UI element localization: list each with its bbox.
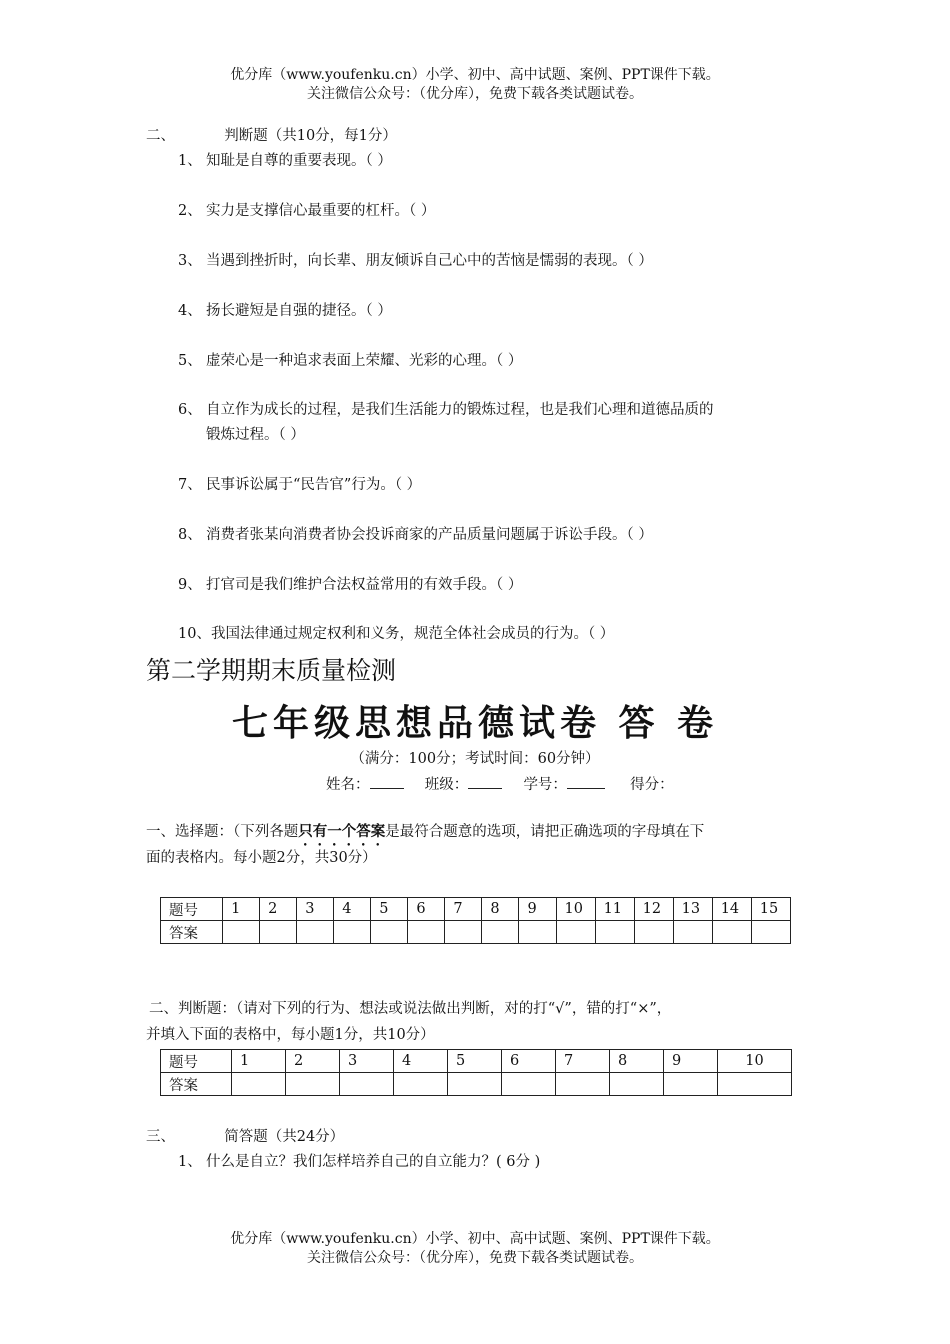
question-number: 4 [334, 898, 371, 921]
class-label: 班级： [424, 777, 469, 793]
judge-item-9 [178, 575, 522, 595]
question-number: 7 [556, 1050, 610, 1073]
question-number: 1 [232, 1050, 286, 1073]
judge-item-1 [178, 151, 392, 171]
answer-cell[interactable] [673, 921, 712, 944]
answer-cell[interactable] [445, 921, 482, 944]
answer-cell[interactable] [664, 1073, 718, 1096]
choice-emphasis: 只有一个答案 [298, 823, 386, 840]
answer-cell[interactable] [394, 1073, 448, 1096]
row-header: 答案 [161, 921, 223, 944]
term-title: 第二学期期末质量检测 [146, 656, 397, 685]
choice-answer-table [160, 897, 791, 944]
question-number: 14 [712, 898, 751, 921]
judge-item-8 [178, 525, 653, 545]
item-text: 自立作为成长的过程，是我们生活能力的锻炼过程，也是我们心理和道德品质的 [206, 402, 714, 418]
judge-answer-table [160, 1049, 792, 1096]
question-number: 5 [448, 1050, 502, 1073]
answer-cell[interactable] [634, 921, 673, 944]
item-text: 打官司是我们维护合法权益常用的有效手段。（ ） [206, 577, 523, 593]
judge-item-10 [178, 624, 614, 644]
question-number: 3 [297, 898, 334, 921]
item-number: 8、 [178, 527, 202, 543]
question-number: 4 [394, 1050, 448, 1073]
short-section-label: 三、 [146, 1129, 175, 1145]
page-header [0, 66, 950, 104]
footer-line-2: 关注微信公众号：（优分库），免费下载各类试题试卷。 [307, 1250, 643, 1266]
answer-cell[interactable] [556, 921, 595, 944]
question-number: 12 [634, 898, 673, 921]
item-text: 实力是支撑信心最重要的杠杆。（ ） [206, 203, 436, 219]
question-number: 10 [556, 898, 595, 921]
answer-cell[interactable] [334, 921, 371, 944]
header-line-2: 关注微信公众号：（优分库），免费下载各类试题试卷。 [307, 86, 643, 102]
answer-cell[interactable] [371, 921, 408, 944]
question-number: 9 [664, 1050, 718, 1073]
item-number: 3、 [178, 253, 202, 269]
answer-cell[interactable] [751, 921, 790, 944]
question-number: 1 [223, 898, 260, 921]
answer-cell[interactable] [297, 921, 334, 944]
student-info-line [326, 774, 674, 795]
item-text: 消费者张某向消费者协会投诉商家的产品质量问题属于诉讼手段。（ ） [206, 527, 653, 543]
answer-cell[interactable] [556, 1073, 610, 1096]
choice-number-row [161, 898, 791, 921]
judge-item-6-cont: 锻炼过程。（ ） [206, 427, 305, 443]
choice-prefix: 一、选择题：（下列各题 [146, 824, 299, 840]
item-text: 我国法律通过规定权利和义务，规范全体社会成员的行为。（ ） [210, 626, 615, 642]
item-text: 虚荣心是一种追求表面上荣耀、光彩的心理。（ ） [206, 353, 523, 369]
question-number: 6 [502, 1050, 556, 1073]
item-number: 4、 [178, 303, 202, 319]
judge-table-instructions-line-1: 二、判断题：（请对下列的行为、想法或说法做出判断，对的打“√”，错的打“×”， [149, 1001, 672, 1017]
answer-cell[interactable] [408, 921, 445, 944]
question-number: 3 [340, 1050, 394, 1073]
student-id-label: 学号： [523, 777, 567, 793]
question-number: 2 [260, 898, 297, 921]
question-number: 8 [482, 898, 519, 921]
row-header: 答案 [161, 1073, 232, 1096]
answer-cell[interactable] [718, 1073, 792, 1096]
choice-instructions-line-2: 面的表格内。每小题2分，共30分） [146, 850, 377, 866]
question-number: 15 [751, 898, 790, 921]
question-number: 7 [445, 898, 482, 921]
choice-instructions-line-1 [146, 822, 704, 849]
answer-cell[interactable] [340, 1073, 394, 1096]
item-text: 当遇到挫折时，向长辈、朋友倾诉自己心中的苦恼是懦弱的表现。（ ） [206, 253, 653, 269]
answer-cell[interactable] [595, 921, 634, 944]
item-number: 7、 [178, 477, 202, 493]
short-section-title: 简答题（共24分） [224, 1129, 345, 1145]
item-number: 5、 [178, 353, 202, 369]
row-header: 题号 [161, 898, 223, 921]
judge-item-7 [178, 475, 421, 495]
item-number: 1、 [178, 1154, 202, 1170]
judge-number-row [161, 1050, 792, 1073]
header-line-1: 优分库（www.youfenku.cn）小学、初中、高中试题、案例、PPT课件下载。 [230, 67, 720, 83]
class-blank[interactable] [468, 774, 502, 789]
judge-section-label: 二、 [146, 128, 175, 144]
item-number: 6、 [178, 402, 202, 418]
judge-table-instructions-line-2: 并填入下面的表格中，每小题1分，共10分） [146, 1027, 435, 1043]
question-number: 5 [371, 898, 408, 921]
question-number: 9 [519, 898, 556, 921]
page-footer [0, 1230, 950, 1268]
answer-cell[interactable] [712, 921, 751, 944]
answer-cell[interactable] [502, 1073, 556, 1096]
exam-meta: （满分：100分；考试时间：60分钟） [350, 751, 600, 767]
judge-answer-row [161, 1073, 792, 1096]
item-number: 10、 [178, 626, 211, 642]
item-number: 1、 [178, 153, 202, 169]
question-number: 6 [408, 898, 445, 921]
item-text: 扬长避短是自强的捷径。（ ） [206, 303, 392, 319]
item-text: 什么是自立？我们怎样培养自己的自立能力？( 6分 ) [206, 1154, 541, 1170]
question-number: 2 [286, 1050, 340, 1073]
question-number: 11 [595, 898, 634, 921]
judge-section-title: 判断题（共10分，每1分） [224, 128, 397, 144]
question-number: 8 [610, 1050, 664, 1073]
answer-cell[interactable] [482, 921, 519, 944]
answer-cell[interactable] [519, 921, 556, 944]
answer-cell[interactable] [286, 1073, 340, 1096]
judge-section-heading [146, 126, 397, 146]
score-label: 得分： [630, 777, 674, 793]
short-question-1 [178, 1152, 540, 1172]
answer-cell[interactable] [260, 921, 297, 944]
row-header: 题号 [161, 1050, 232, 1073]
exam-title: 七年级思想品德试卷 答 卷 [231, 702, 719, 744]
item-text: 知耻是自尊的重要表现。（ ） [206, 153, 392, 169]
judge-item-6 [178, 400, 714, 420]
student-id-blank[interactable] [567, 774, 605, 789]
item-number: 2、 [178, 203, 202, 219]
choice-answer-row [161, 921, 791, 944]
question-number: 13 [673, 898, 712, 921]
answer-cell[interactable] [232, 1073, 286, 1096]
answer-cell[interactable] [223, 921, 260, 944]
answer-cell[interactable] [448, 1073, 502, 1096]
judge-item-3 [178, 251, 653, 271]
choice-suffix: 是最符合题意的选项，请把正确选项的字母填在下 [385, 824, 705, 840]
name-label: 姓名： [326, 777, 370, 793]
judge-item-5 [178, 351, 522, 371]
item-text: 民事诉讼属于“民告官”行为。（ ） [206, 477, 422, 493]
short-section-heading [146, 1127, 344, 1147]
judge-item-2 [178, 201, 435, 221]
judge-item-4 [178, 301, 392, 321]
answer-cell[interactable] [610, 1073, 664, 1096]
name-blank[interactable] [370, 774, 404, 789]
question-number: 10 [718, 1050, 792, 1073]
item-number: 9、 [178, 577, 202, 593]
footer-line-1: 优分库（www.youfenku.cn）小学、初中、高中试题、案例、PPT课件下载。 [230, 1231, 720, 1247]
